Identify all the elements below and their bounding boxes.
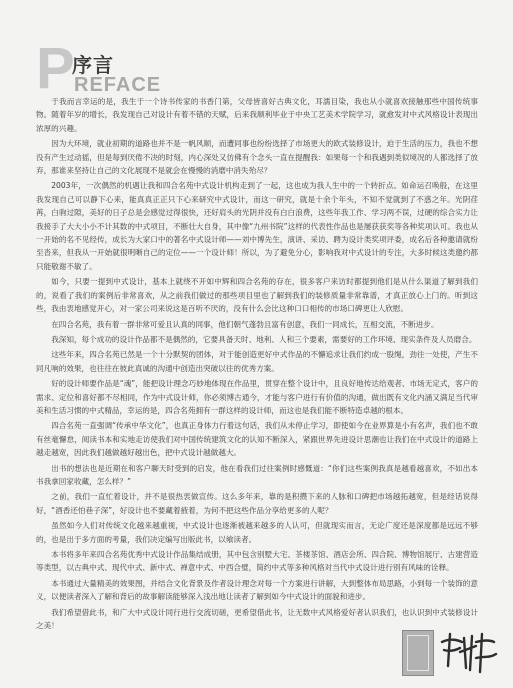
paragraph-15: 我们希望借此书，和广大中式设计同行进行交流切磋，更希望借此书，让无数中式风格爱好者认识我们，也认识到中式装修设计之美！ <box>36 607 478 631</box>
preface-initial-letter: P <box>36 36 75 101</box>
paragraph-12: 虽然如今人们对传统文化越来越重视，中式设计也逐渐被越来越多的人认可，但就现实而言，无论广度还是深度都是远远不够的，也是出于多方面的考量，我们决定编写出版此书，以飨读者。 <box>36 521 478 544</box>
paragraph-1: 于我而言幸运的是，我生于一个诗书传家的书香门第，父母皆喜好古典文化，耳濡目染，我也从小就喜欢接触那些中国传统事物。随着年岁的增长，我发现自己对设计有着不错的天赋，后来我顺利毕业于中央工艺美术学院学习，就愈发对中式风格设计表现出浓厚的兴趣。 <box>36 97 478 133</box>
preface-title-english: REFACE <box>74 74 162 96</box>
paragraph-5: 在四合名苑，我有着一群非常可爱且认真的同事，他们朝气蓬勃且富有创意，我们一同成长，互相交流，不断进步。 <box>51 319 439 329</box>
paragraph-14: 本书通过大量精美的效果图，并结合文化背景及作者设计理念对每一个方案进行讲解，大到整体布局思路，小到每一个装饰的意义，以便读者深入了解和背后的故事解读能够深入浅出地让读者了解到如今中式设计的面貌和进步。 <box>36 578 478 602</box>
paragraph-3: 2003年，一次偶然的机遇让我和四合名苑中式设计机构走到了一起，这也成为我人生中的一个转折点。如命运召唤般，在这里我发现自己可以静下心来，能真真正正只下心来研究中式设计，而这一研究，就是十余个年头，不知不觉就到了不惑之年。光阴荏苒，白驹过隙，美好的日子总是会感觉过得很快，还好肩头的光阴并没有白白浪费，这些年我工作、学习两不误，过硬的综合实力让我接手了大大小小不计其数的中式项目，不断壮大自身，其中像“九州书院”这样的代表性作品也是屡获获奖等各种奖项认可。我也从一开始的名不见经传，成长为大家口中的著名中式设计师——刘中博先生，演讲、采访、聘为设计类奖项评委，成名后各种邀请就纷至沓来，但我从一开始就很明晰自己的定位——一个设计师！所以，为了避免分心，影响我对中式设计的专注，大多时候这类邀约都只能敬谢不敏了。 <box>36 181 478 271</box>
paragraph-9: 四合名苑一直强调“传承中华文化”，也真正身体力行着这句话，我们从未停止学习，即使如今在业界算是小有名声，我们也不敢有丝毫懈怠，阅读书本和实地走访使我们对中国传统建筑文化的认知不断深入，紧跟世界先进设计思潮也让我们在中式设计的道路上越走越宽，因此我们越做越好越出色，把中式设计越做越大。 <box>36 421 478 458</box>
paragraph-6: 我深知，每个成功的设计作品都不是偶然的，它要具备天时、地利、人和三个要素，需要好的工作环境、现实条件及人员磨合。 <box>51 334 477 344</box>
paragraph-4: 如今，只要一提到中式设计，基本上就绕不开如中辉和四合名苑的存在，很多客户来访时都提到他们是从什么渠道了解到我们的，说看了我们的案例后非常喜欢，从之前我们做过的那些项目里也了解到我们的装修质量非常靠谱，才真正放心上门的。听到这些，我由衷地感觉开心，对一家公司来说这是百听不厌的，没有什么会比这种口口相传的市场口碑更让人欣慰。 <box>36 277 478 314</box>
preface-title-chinese: 序言 <box>72 53 114 77</box>
paragraph-10: 出书的想法也是近期在和客户聊天时受到的启发，他在看我们过往案例时感慨道：“你们这些案例我真是越看越喜欢，不如出本书我拿回家收藏，怎么样？” <box>36 463 478 486</box>
preface-title-block <box>36 36 216 102</box>
author-seal-stamp <box>402 630 434 676</box>
paragraph-8: 好的设计师要作品是“魂”，能把设计理念巧妙地体现在作品里，贯穿在整个设计中，且良好地传达给观者、市场无定式，客户的需求、定位和喜好都不尽相同，作为中式设计师，你必须博古通今，才能与客户进行有价值的沟通，做出既有文化内涵又满足当代审美和生活习惯的中式精品，幸运的是，四合名苑拥有一群这样的设计师，而这也是我们能不断特造卓越的根本。 <box>36 379 478 415</box>
paragraph-7: 这些年来，四合名苑已然是一个十分默契的团体，对于能创造更好中式作品的不懈追求让我们约成一股绳，劲往一处使，产生不同凡响的效果，也往往在彼此真诚的沟通中创造出突破以往的优秀方案。 <box>36 350 478 373</box>
preface-body <box>36 95 478 640</box>
author-signature <box>436 628 500 676</box>
paragraph-13: 本书将多年来四合名苑优秀中式设计作品集结成册，其中包含别墅大宅、茶楼茶馆、酒店会所、四合院、博物馆展厅、古建营造等类型，以古典中式、现代中式、新中式、禅意中式、中西合璧，简约中式等多种风格对当代中式设计进行别有风味的诠释。 <box>36 550 478 573</box>
paragraph-2: 因为大环境，就业初期的道路也并不是一帆风顺，而遭同事也纷纷选择了市场更大的欧式装修设计，迫于生活的压力，我也不想没有产生过动摇，但是每到厌倦不决的时刻，内心深处又仿佛有个念头一直在提醒我：如果每一个和我遇到类似境况的人都选择了放弃，那谁来坚持让自己的文化展现不是就会在慢慢的消磨中消失殆尽？ <box>36 139 478 176</box>
paragraph-11: 之前，我们一直忙着设计，并不是很热衷做宣传。这么多年来，靠的是积攒下来的人脉和口碑把市场越拓越宽，但是经话说得好，“酒香还怕巷子深”，好设计也不要藏着掖着，为何不把这些作品分享给更多的人呢？ <box>36 492 478 515</box>
